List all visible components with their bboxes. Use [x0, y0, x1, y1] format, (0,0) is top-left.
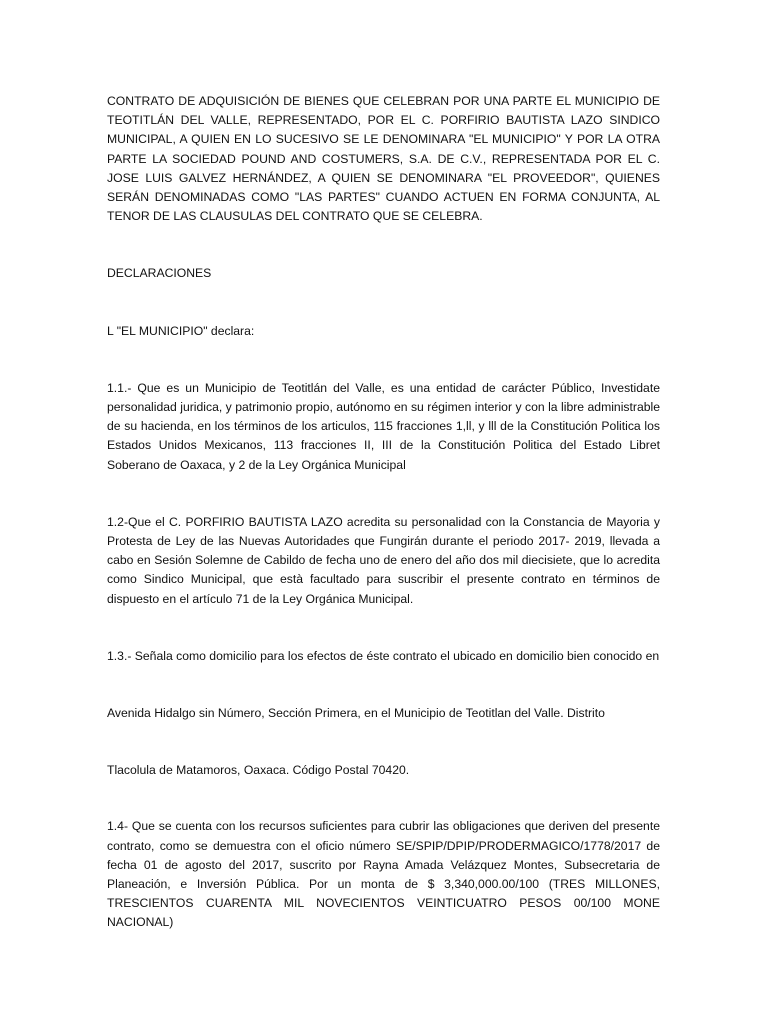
contract-intro: CONTRATO DE ADQUISICIÓN DE BIENES QUE CELEBRAN POR UNA PARTE EL MUNICIPIO DE TEOTITLÁN DEL VALLE, REPRESENTADO, POR EL C. PORFIRIO BAUTISTA LAZO SINDICO MUNICIPAL, A QUIEN EN LO SUCESIVO SE LE DENOMINARA "EL MUNICIPIO" Y POR LA OTRA PARTE LA SOCIEDAD POUND AND COSTUMERS, S.A. DE C.V., REPRESENTADA POR EL C. JOSE LUIS GALVEZ HERNÁNDEZ, A QUIEN SE DENOMINARA "EL PROVEEDOR", QUIENES SERÁN DENOMINADAS COMO "LAS PARTES" CUANDO ACTUEN EN FORMA CONJUNTA, AL TENOR DE LAS CLAUSULAS DEL CONTRATO QUE SE CELEBRA.: [107, 94, 660, 224]
declaration-1-2: 1.2-Que el C. PORFIRIO BAUTISTA LAZO acredita su personalidad con la Constancia de Mayoria y Protesta de Ley de las Nuevas Autoridades que Fungirán durante el periodo 2017- 2019, llevada a cabo en Sesión Solemne de Cabildo de fecha uno de enero del año dos mil diecisiete, que lo acredita como Sindico Municipal, que està facultado para suscribir el presente contrato en términos de dispuesto en el artículo 71 de la Ley Orgánica Municipal.: [107, 514, 660, 606]
municipio-section-heading: L "EL MUNICIPIO" declara:: [107, 323, 255, 338]
declaration-1-4: 1.4- Que se cuenta con los recursos suficientes para cubrir las obligaciones que deriven del presente contrato, como se demuestra con el oficio número SE/SPIP/DPIP/PRODERMAGICO/1778/2017 de fecha 01 de agosto del 2017, suscrito por Rayna Amada Velázquez Montes, Subsecretaria de Planeación, e Inversión Pública. Por un monta de $ 3,340,000.00/100 (TRES MILLONES, TRESCIENTOS CUARENTA MIL NOVECIENTOS VEINTICUATRO PESOS 00/100 MONE NACIONAL): [107, 819, 660, 930]
address-line-1: Avenida Hidalgo sin Número, Sección Primera, en el Municipio de Teotitlan del Valle. Distrito: [107, 706, 605, 721]
address-line-2: Tlacolula de Matamoros, Oaxaca. Código Postal 70420.: [107, 763, 410, 778]
document-page: [107, 92, 660, 933]
declaration-1-1: 1.1.- Que es un Municipio de Teotitlán del Valle, es una entidad de carácter Público, Investidate personalidad juridica, y patrimonio propio, autónomo en su régimen interior y con la libre administrable de su hacienda, en los términos de los articulos, 115 fracciones 1,ll, y lll de la Constitución Politica los Estados Unidos Mexicanos, 113 fracciones II, III de la Constitución Politica del Estado Libret Soberano de Oaxaca, y 2 de la Ley Orgánica Municipal: [107, 380, 660, 472]
declaraciones-heading: DECLARACIONES: [107, 266, 212, 281]
declaration-1-3: 1.3.- Señala como domicilio para los efectos de éste contrato el ubicado en domicilio bien conocido en: [107, 648, 660, 663]
